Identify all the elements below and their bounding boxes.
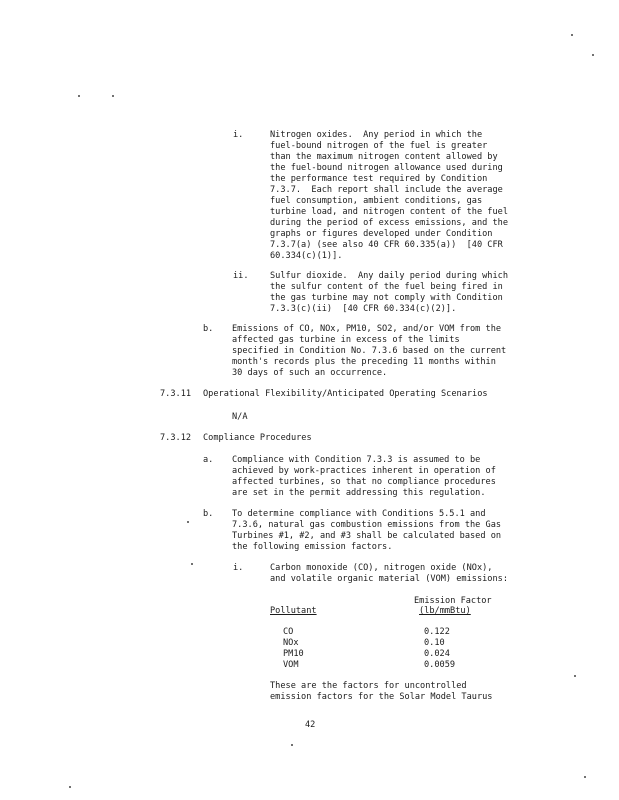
- section-number-7-3-11: 7.3.11: [160, 389, 192, 399]
- scan-speck: [584, 776, 586, 778]
- scan-speck: [78, 95, 80, 97]
- page-number: 42: [305, 720, 316, 730]
- table-row-factor: 0.122: [424, 627, 450, 637]
- carbon-line: and volatile organic material (VOM) emissions:: [270, 574, 508, 584]
- closing-line: emission factors for the Solar Model Taurus: [270, 692, 493, 702]
- table-row-pollutant: CO: [283, 627, 294, 637]
- compliance-line: are set in the permit addressing this regulation.: [232, 488, 486, 498]
- nitrogen-line: 7.3.7. Each report shall include the average: [270, 185, 503, 195]
- sulfur-line: the sulfur content of the fuel being fired in: [270, 282, 503, 292]
- nitrogen-line: fuel consumption, ambient conditions, gas: [270, 196, 483, 206]
- item-label-ii-sulfur: ii.: [233, 271, 249, 281]
- carbon-line: Carbon monoxide (CO), nitrogen oxide (NOx),: [270, 563, 493, 573]
- closing-line: These are the factors for uncontrolled: [270, 681, 467, 691]
- scan-speck: [191, 563, 193, 565]
- emissions-line: affected gas turbine in excess of the limits: [232, 335, 460, 345]
- compliance-line: Compliance with Condition 7.3.3 is assumed to be: [232, 455, 481, 465]
- scan-speck: [571, 34, 573, 36]
- scan-speck: [574, 675, 576, 677]
- table-header-units: (lb/mmBtu): [419, 606, 471, 616]
- scan-speck: [69, 786, 71, 788]
- nitrogen-line: graphs or figures developed under Condition: [270, 229, 493, 239]
- nitrogen-line: the fuel-bound nitrogen allowance used during: [270, 163, 503, 173]
- table-row-pollutant: VOM: [283, 660, 299, 670]
- determine-line: Turbines #1, #2, and #3 shall be calculated based on: [232, 531, 502, 541]
- table-row-factor: 0.10: [424, 638, 445, 648]
- table-row-pollutant: PM10: [283, 649, 304, 659]
- table-row-pollutant: NOx: [283, 638, 299, 648]
- nitrogen-line: 60.334(c)(1)].: [270, 251, 343, 261]
- emissions-line: month's records plus the preceding 11 months within: [232, 357, 496, 367]
- sulfur-line: 7.3.3(c)(ii) [40 CFR 60.334(c)(2)].: [270, 304, 457, 314]
- determine-line: 7.3.6, natural gas combustion emissions from the Gas: [232, 520, 502, 530]
- determine-line: To determine compliance with Conditions 5.5.1 and: [232, 509, 486, 519]
- nitrogen-line: 7.3.7(a) (see also 40 CFR 60.335(a)) [40 CFR: [270, 240, 503, 250]
- table-header-pollutant: Pollutant: [270, 606, 317, 616]
- item-label-b-determine: b.: [203, 509, 214, 519]
- determine-line: the following emission factors.: [232, 542, 393, 552]
- sulfur-line: Sulfur dioxide. Any daily period during which: [270, 271, 508, 281]
- emissions-line: specified in Condition No. 7.3.6 based on the current: [232, 346, 507, 356]
- scan-speck: [187, 521, 189, 523]
- section-title-7-3-12: Compliance Procedures: [203, 433, 312, 443]
- nitrogen-line: Nitrogen oxides. Any period in which the: [270, 130, 483, 140]
- section-body-7-3-11: N/A: [232, 412, 248, 422]
- section-title-7-3-11: Operational Flexibility/Anticipated Operating Scenarios: [203, 389, 488, 399]
- sulfur-line: the gas turbine may not comply with Condition: [270, 293, 503, 303]
- scan-speck: [112, 95, 114, 97]
- emissions-line: Emissions of CO, NOx, PM10, SO2, and/or VOM from the: [232, 324, 502, 334]
- table-header-factor: Emission Factor: [414, 596, 492, 606]
- nitrogen-line: than the maximum nitrogen content allowed by: [270, 152, 498, 162]
- nitrogen-line: turbine load, and nitrogen content of the fuel: [270, 207, 508, 217]
- nitrogen-line: during the period of excess emissions, and the: [270, 218, 508, 228]
- nitrogen-line: the performance test required by Condition: [270, 174, 488, 184]
- scan-speck: [291, 744, 293, 746]
- emissions-line: 30 days of such an occurrence.: [232, 368, 388, 378]
- section-number-7-3-12: 7.3.12: [160, 433, 192, 443]
- item-label-a-compliance: a.: [203, 455, 214, 465]
- table-row-factor: 0.0059: [424, 660, 456, 670]
- scan-speck: [592, 54, 594, 56]
- item-label-b-emissions: b.: [203, 324, 214, 334]
- table-row-factor: 0.024: [424, 649, 450, 659]
- compliance-line: achieved by work-practices inherent in operation of: [232, 466, 496, 476]
- nitrogen-line: fuel-bound nitrogen of the fuel is greater: [270, 141, 488, 151]
- item-label-i-nitrogen: i.: [233, 130, 244, 140]
- compliance-line: affected turbines, so that no compliance procedures: [232, 477, 496, 487]
- item-label-i-carbon: i.: [233, 563, 244, 573]
